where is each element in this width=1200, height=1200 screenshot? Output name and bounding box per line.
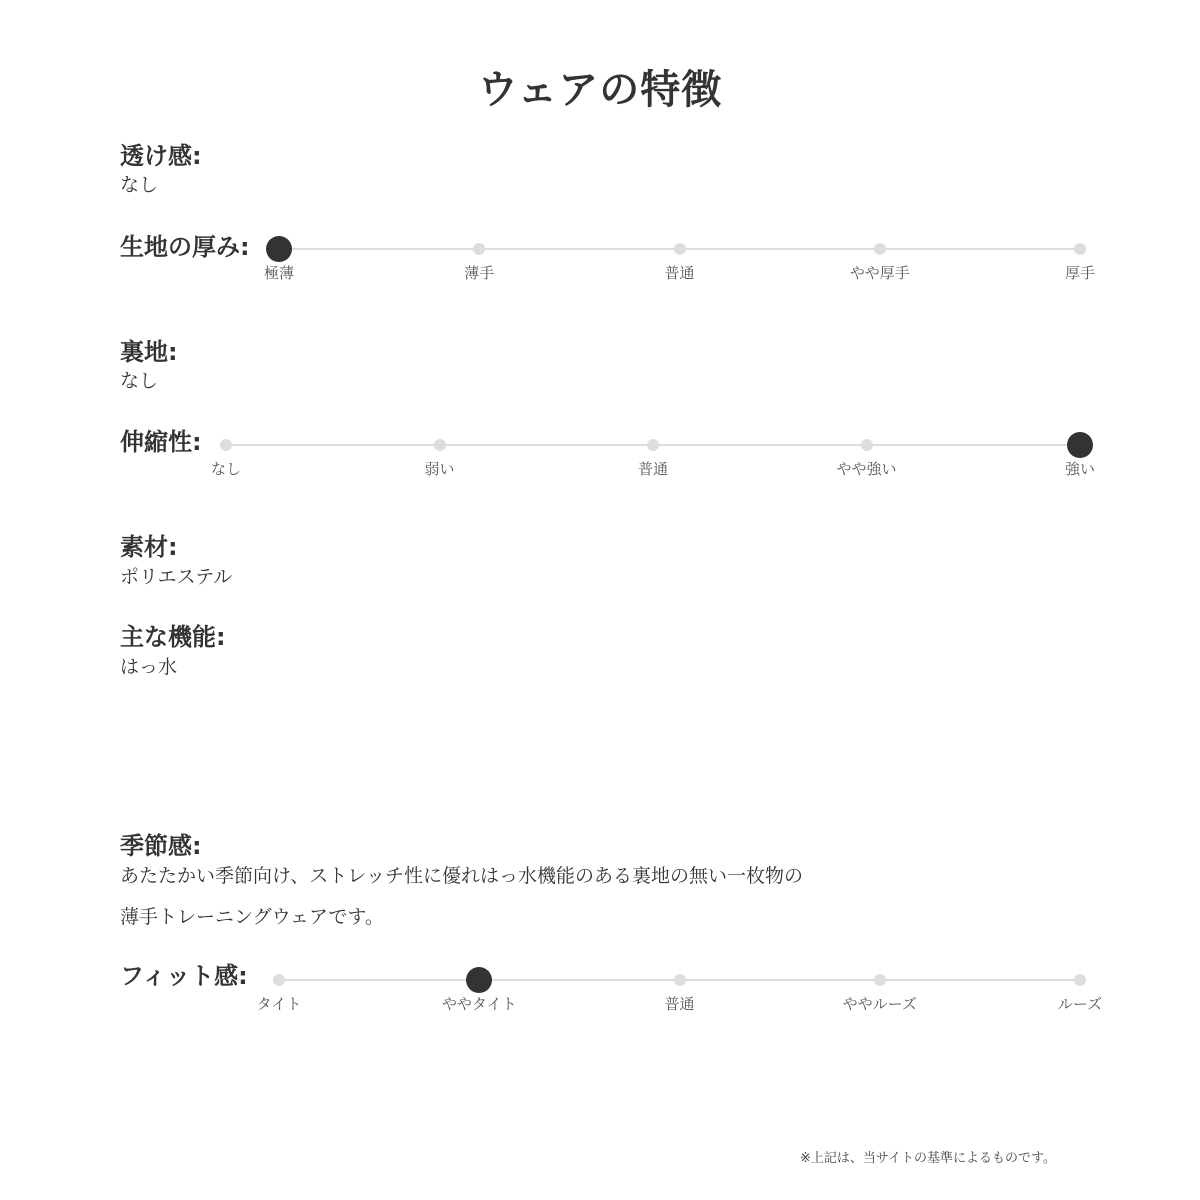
stretch-scale-point xyxy=(434,439,446,451)
thickness-scale xyxy=(0,248,1200,308)
thickness-selected-marker xyxy=(266,236,292,262)
stretch-scale-point xyxy=(647,439,659,451)
season-heading: 季節感: xyxy=(120,832,202,860)
fit-scale-point xyxy=(874,974,886,986)
fit-scale-point xyxy=(1074,974,1086,986)
material-heading: 素材: xyxy=(120,533,178,561)
fit-selected-marker xyxy=(466,967,492,993)
fit-heading: フィット感: xyxy=(120,962,248,990)
transparency-heading: 透け感: xyxy=(120,142,202,170)
stretch-heading: 伸縮性: xyxy=(120,428,202,456)
fit-scale-label: ルーズ xyxy=(1057,995,1103,1013)
footnote: ※上記は、当サイトの基準によるものです。 xyxy=(800,1151,1056,1166)
fit-scale-point xyxy=(273,974,285,986)
thickness-scale-label: 普通 xyxy=(664,264,695,282)
fit-scale-label: タイト xyxy=(256,995,302,1013)
stretch-scale xyxy=(0,444,1200,504)
thickness-scale-label: やや厚手 xyxy=(849,264,910,282)
stretch-scale-point xyxy=(861,439,873,451)
material-value: ポリエステル xyxy=(120,566,233,588)
thickness-scale-point xyxy=(1074,243,1086,255)
thickness-scale-point xyxy=(874,243,886,255)
thickness-heading: 生地の厚み: xyxy=(120,233,250,261)
stretch-scale-point xyxy=(220,439,232,451)
season-description-line: 薄手トレーニングウェアです。 xyxy=(120,906,384,928)
functions-value: はっ水 xyxy=(120,656,178,678)
thickness-scale-label: 薄手 xyxy=(464,264,495,282)
functions-heading: 主な機能: xyxy=(120,623,226,651)
thickness-scale-label: 極薄 xyxy=(263,264,294,282)
season-description-line: あたたかい季節向け、ストレッチ性に優れはっ水機能のある裏地の無い一枚物の xyxy=(120,865,804,887)
lining-value: なし xyxy=(120,370,159,392)
stretch-scale-label: やや強い xyxy=(836,460,897,478)
page-title: ウェアの特徴 xyxy=(477,67,723,113)
fit-scale-label: 普通 xyxy=(664,995,695,1013)
thickness-scale-label: 厚手 xyxy=(1064,264,1095,282)
stretch-selected-marker xyxy=(1067,432,1093,458)
fit-scale-label: ややルーズ xyxy=(842,995,917,1013)
fit-scale xyxy=(0,979,1200,1039)
stretch-scale-label: 普通 xyxy=(637,460,668,478)
fit-scale-label: ややタイト xyxy=(441,995,517,1013)
stretch-scale-label: 弱い xyxy=(424,460,455,478)
lining-heading: 裏地: xyxy=(120,338,178,366)
fit-scale-point xyxy=(674,974,686,986)
thickness-scale-point xyxy=(473,243,485,255)
transparency-value: なし xyxy=(120,174,159,196)
thickness-scale-point xyxy=(674,243,686,255)
stretch-scale-label: なし xyxy=(210,460,241,478)
stretch-scale-label: 強い xyxy=(1064,460,1095,478)
